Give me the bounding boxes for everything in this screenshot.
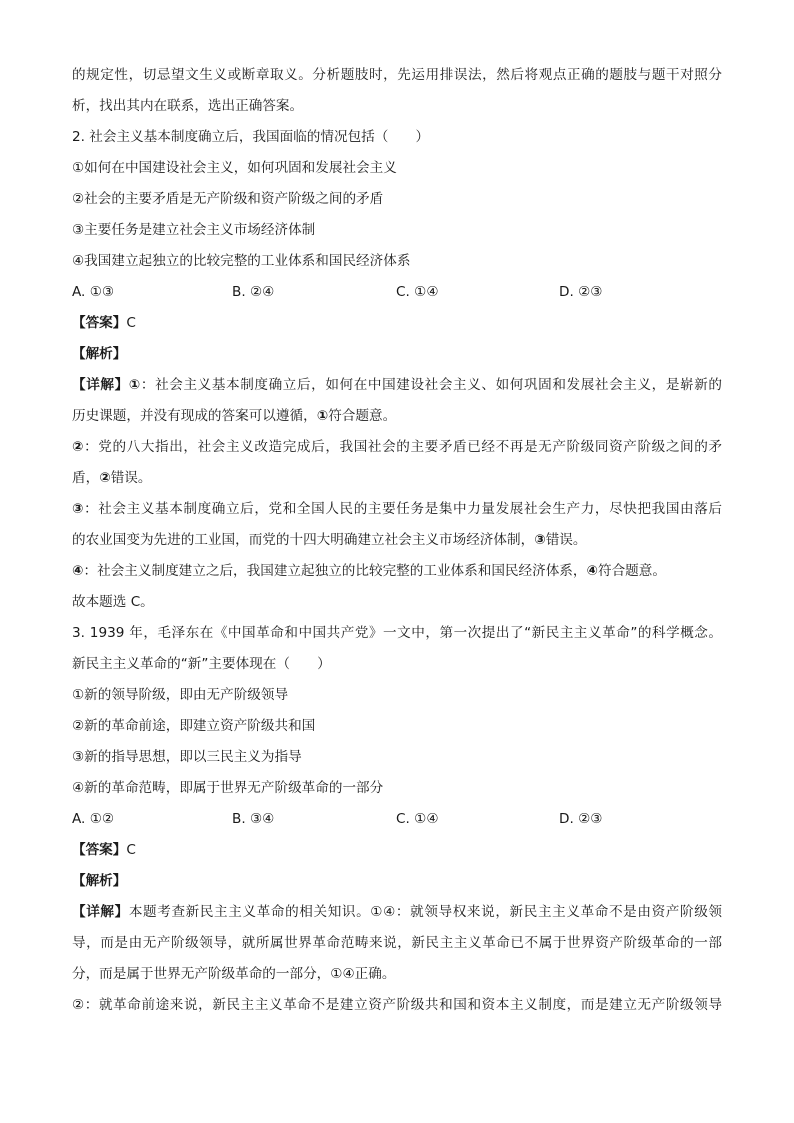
q2-option-c: C. ①④ — [396, 284, 439, 300]
q2-answer-label: 【答案】 — [72, 315, 127, 331]
q3-analysis — [72, 866, 722, 897]
q2-option-a: A. ①③ — [72, 284, 115, 300]
q3-item-4: ④新的革命范畴，即属于世界无产阶级革命的一部分 — [72, 780, 384, 796]
q3-analysis-label: 【解析】 — [72, 873, 127, 889]
q2-detail-3b: 的农业国变为先进的工业国，而党的十四大明确建立社会主义市场经济体制，③错误。 — [72, 532, 587, 548]
q3-detail-line-1: 【详解】本题考查新民主主义革命的相关知识。①④：就领导权来说，新民主主义革命不是由资产阶级领 — [72, 904, 722, 920]
q3-options — [72, 804, 722, 835]
q3-detail-line-4: ②：就革命前途来说，新民主主义革命不是建立资产阶级共和国和资本主义制度，而是建立无产阶级领导 — [72, 997, 722, 1013]
q2-detail-3a: ③：社会主义基本制度确立后，党和全国人民的主要任务是集中力量发展社会生产力，尽快把我国由落后 — [72, 501, 722, 517]
document-page — [72, 60, 722, 1021]
q3-answer-value: C — [126, 842, 136, 858]
q2-item-2: ②社会的主要矛盾是无产阶级和资产阶级之间的矛盾 — [72, 191, 384, 207]
q2-options — [72, 277, 722, 308]
q2-detail-2b: 盾，②错误。 — [72, 470, 152, 486]
q3-option-a: A. ①② — [72, 811, 115, 827]
q2-detail-4: ④：社会主义制度建立之后，我国建立起独立的比较完整的工业体系和国民经济体系，④符合题意。 — [72, 563, 666, 579]
q2-detail-label: 【详解】 — [72, 377, 129, 393]
q3-detail-line-2: 导，而是由无产阶级领导，就所属世界革命范畴来说，新民主主义革命已不属于世界资产阶级革命的一部 — [72, 935, 722, 951]
q2-item-4: ④我国建立起独立的比较完整的工业体系和国民经济体系 — [72, 253, 411, 269]
q2-detail-2a: ②：党的八大指出，社会主义改造完成后，我国社会的主要矛盾已经不再是无产阶级同资产阶级之间的矛 — [72, 439, 722, 455]
q3-option-d: D. ②③ — [559, 811, 603, 827]
q3-item-3: ③新的指导思想，即以三民主义为指导 — [72, 749, 302, 765]
q2-option-b: B. ②④ — [232, 284, 275, 300]
q2-option-d: D. ②③ — [559, 284, 603, 300]
q3-detail-line-3: 分，而是属于世界无产阶级革命的一部分，①④正确。 — [72, 966, 396, 982]
q3-item-2: ②新的革命前途，即建立资产阶级共和国 — [72, 718, 316, 734]
q3-stem-line-1: 3. 1939 年，毛泽东在《中国革命和中国共产党》一文中，第一次提出了“新民主主义革命”的科学概念。 — [72, 625, 722, 641]
q3-item-1: ①新的领导阶级，即由无产阶级领导 — [72, 687, 289, 703]
q2-answer — [72, 308, 722, 339]
q2-detail-1b: 历史课题，并没有现成的答案可以遵循，①符合题意。 — [72, 408, 397, 424]
q3-option-c: C. ①④ — [396, 811, 439, 827]
q2-analysis — [72, 339, 722, 370]
q3-stem-line-2: 新民主主义革命的“新”主要体现在（ ） — [72, 656, 331, 672]
q3-detail-label: 【详解】 — [72, 904, 129, 920]
q2-detail-1a: 【详解】①：社会主义基本制度确立后，如何在中国建设社会主义、如何巩固和发展社会主义，是崭新的 — [72, 377, 722, 393]
q2-item-1: ①如何在中国建设社会主义，如何巩固和发展社会主义 — [72, 160, 397, 176]
q3-option-b: B. ③④ — [232, 811, 275, 827]
q2-item-3: ③主要任务是建立社会主义市场经济体制 — [72, 222, 316, 238]
q2-answer-value: C — [126, 315, 136, 331]
q2-analysis-label: 【解析】 — [72, 346, 127, 362]
intro-line-2: 析，找出其内在联系，选出正确答案。 — [72, 98, 304, 114]
q3-answer — [72, 835, 722, 866]
intro-line-1: 的规定性，切忌望文生义或断章取义。分析题肢时，先运用排误法，然后将观点正确的题肢与题干对照分 — [72, 67, 722, 83]
q2-stem: 2. 社会主义基本制度确立后，我国面临的情况包括（ ） — [72, 129, 430, 145]
q3-answer-label: 【答案】 — [72, 842, 127, 858]
q2-conclusion: 故本题选 C。 — [72, 594, 154, 610]
